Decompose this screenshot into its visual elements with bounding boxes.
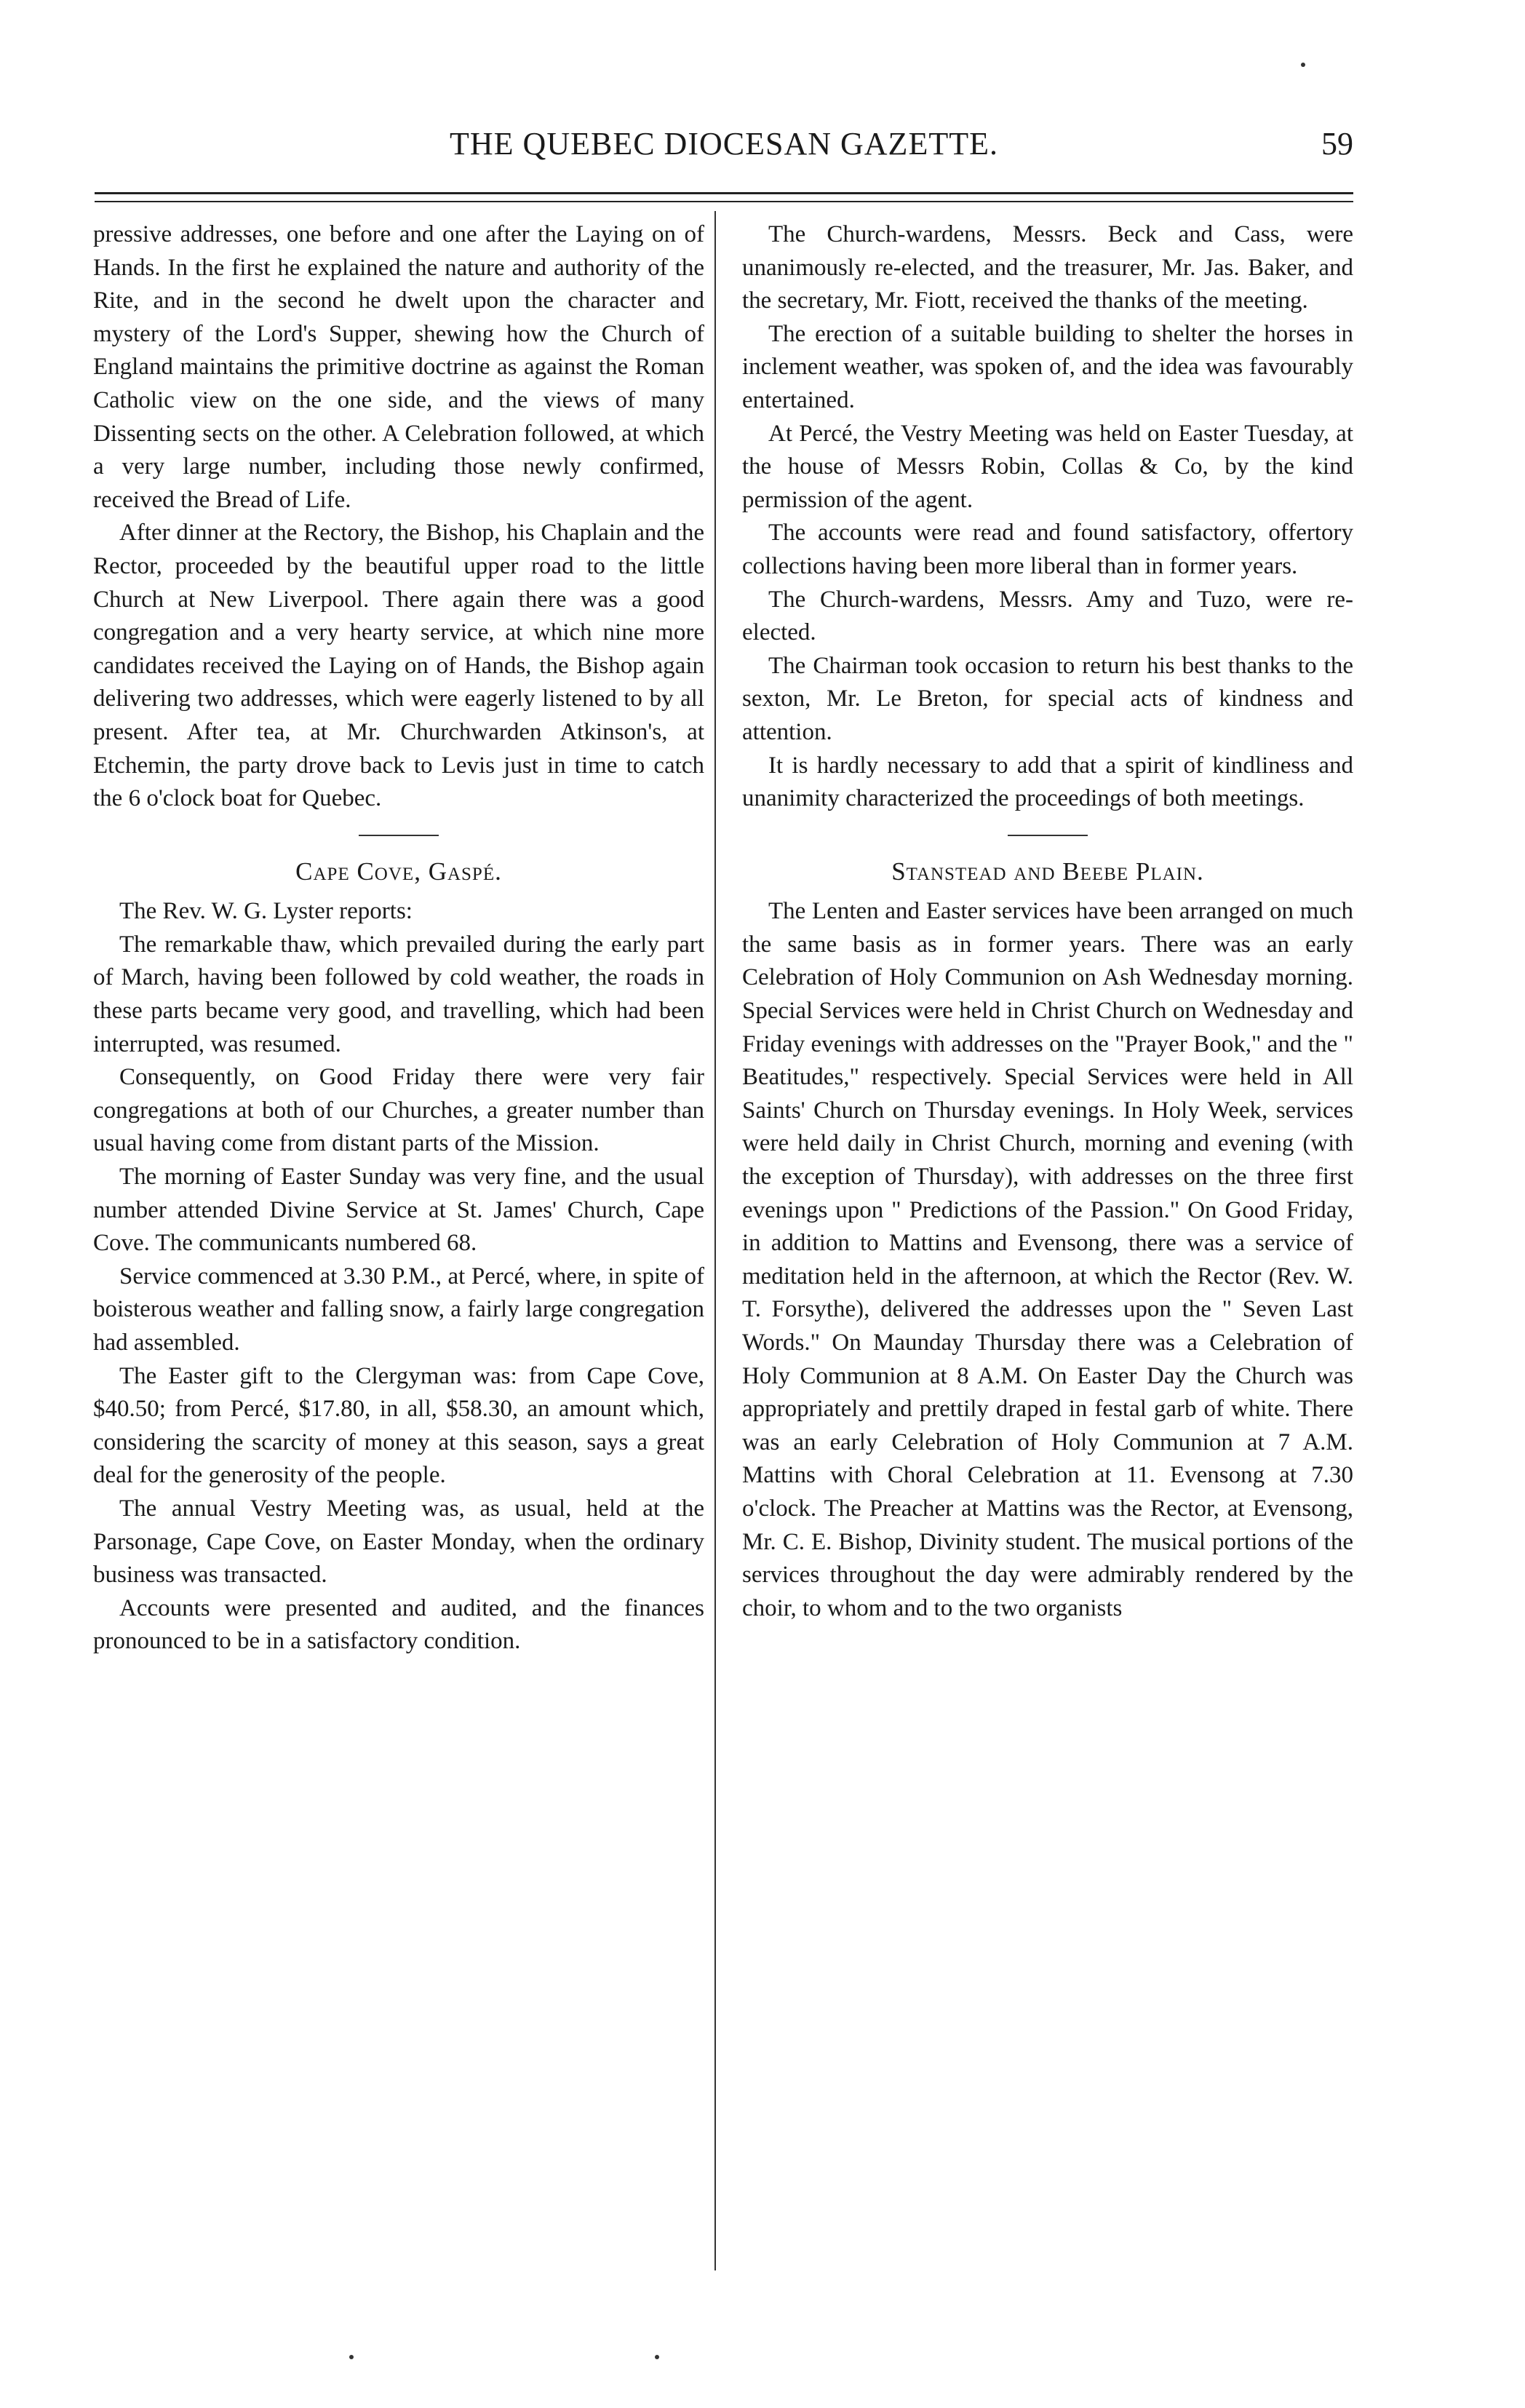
paragraph: The morning of Easter Sunday was very fine, and the usual number attended Divine Service at St. James' Church, Cape Cove. The communicants numbered 68. <box>93 1164 704 1257</box>
page-number: 59 <box>1321 126 1353 162</box>
header-rule <box>95 192 1353 194</box>
right-column <box>742 218 1353 1625</box>
paragraph: The Chairman took occasion to return his best thanks to the sexton, Mr. Le Breton, for special acts of kindness and attention. <box>742 652 1353 745</box>
running-title: THE QUEBEC DIOCESAN GAZETTE. <box>450 126 998 162</box>
paragraph: Accounts were presented and audited, and the finances pronounced to be in a satisfactory condition. <box>93 1594 704 1655</box>
paragraph: The annual Vestry Meeting was, as usual, held at the Parsonage, Cape Cove, on Easter Monday, when the ordinary business was transacted. <box>93 1495 704 1589</box>
reporter-line: The Rev. W. G. Lyster reports: <box>119 898 413 925</box>
column-divider <box>714 211 716 2270</box>
stray-ink-mark <box>1301 63 1305 67</box>
section-rule <box>1008 835 1088 836</box>
paragraph: The Easter gift to the Clergyman was: from Cape Cove, $40.50; from Percé, $17.80, in all, $58.30, an amount which, considering the scarcity of money at this season, says a great deal for the generosity of the people. <box>93 1362 704 1489</box>
paragraph: The Church-wardens, Messrs. Amy and Tuzo, were re-elected. <box>742 586 1353 646</box>
paragraph: The remarkable thaw, which prevailed during the early part of March, having been followed by cold weather, the roads in these parts became very good, and travelling, which had been interrupted, was resumed. <box>93 931 704 1057</box>
paragraph: Service commenced at 3.30 P.M., at Percé, where, in spite of boisterous weather and falling snow, a fairly large congregation had assembled. <box>93 1263 704 1356</box>
page-header <box>95 125 1353 178</box>
paragraph: The Church-wardens, Messrs. Beck and Cass, were unanimously re-elected, and the treasurer, Mr. Jas. Baker, and the secretary, Mr. Fiott, received the thanks of the meeting. <box>742 221 1353 314</box>
stray-ink-mark <box>655 2355 659 2359</box>
section-heading: Stanstead and Beebe Plain. <box>891 857 1204 886</box>
stray-ink-mark <box>349 2355 354 2359</box>
paragraph: The accounts were read and found satisfactory, offertory collections having been more liberal than in former years. <box>742 520 1353 579</box>
paragraph: It is hardly necessary to add that a spirit of kindliness and unanimity characterized the proceedings of both meetings. <box>742 752 1353 812</box>
header-rule-secondary <box>95 201 1353 202</box>
left-column <box>93 218 704 1658</box>
paragraph: pressive addresses, one before and one after the Laying on of Hands. In the first he explained the nature and authority of the Rite, and in the second he dwelt upon the character and mystery of the Lord's Supper, shewing how the Church of England maintains the primitive doctrine as against the Roman Catholic view on the one side, and the views of many Dissenting sects on the other. A Celebration followed, at which a very large number, including those newly confirmed, received the Bread of Life. <box>93 221 704 513</box>
paragraph: At Percé, the Vestry Meeting was held on Easter Tuesday, at the house of Messrs Robin, Collas & Co, by the kind permission of the agent. <box>742 420 1353 513</box>
paragraph: Consequently, on Good Friday there were very fair congregations at both of our Churches, a greater number than usual having come from distant parts of the Mission. <box>93 1064 704 1157</box>
section-rule <box>359 835 439 836</box>
section-heading: Cape Cove, Gaspé. <box>295 857 502 886</box>
paragraph: The erection of a suitable building to shelter the horses in inclement weather, was spoken of, and the idea was favourably entertained. <box>742 320 1353 413</box>
paragraph: After dinner at the Rectory, the Bishop, his Chaplain and the Rector, proceeded by the beautiful upper road to the little Church at New Liverpool. There again there was a good congregation and a very hearty service, at which nine more candidates received the Laying on of Hands, the Bishop again delivering two addresses, which were eagerly listened to by all present. After tea, at Mr. Churchwarden Atkinson's, at Etchemin, the party drove back to Levis just in time to catch the 6 o'clock boat for Quebec. <box>93 520 704 812</box>
paragraph: The Lenten and Easter services have been arranged on much the same basis as in former years. There was an early Celebration of Holy Communion on Ash Wednesday morning. Special Services were held in Christ Church on Wednesday and Friday evenings with addresses on the "Prayer Book," and the " Beatitudes," respectively. Special Services were held in All Saints' Church on Thursday evenings. In Holy Week, services were held daily in Christ Church, morning and evening (with the exception of Thursday), with addresses on the three first evenings upon " Predictions of the Passion." On Good Friday, in addition to Mattins and Evensong, there was a service of meditation held in the afternoon, at which the Rector (Rev. W. T. Forsythe), delivered the addresses upon the " Seven Last Words." On Maunday Thursday there was a Celebration of Holy Communion at 8 A.M. On Easter Day the Church was appropriately and prettily draped in festal garb of white. There was an early Celebration of Holy Communion at 7 A.M. Mattins with Choral Celebration at 11. Evensong at 7.30 o'clock. The Preacher at Mattins was the Rector, at Evensong, Mr. C. E. Bishop, Divinity student. The musical portions of the services throughout the day were admirably rendered by the choir, to whom and to the two organists <box>742 898 1353 1621</box>
